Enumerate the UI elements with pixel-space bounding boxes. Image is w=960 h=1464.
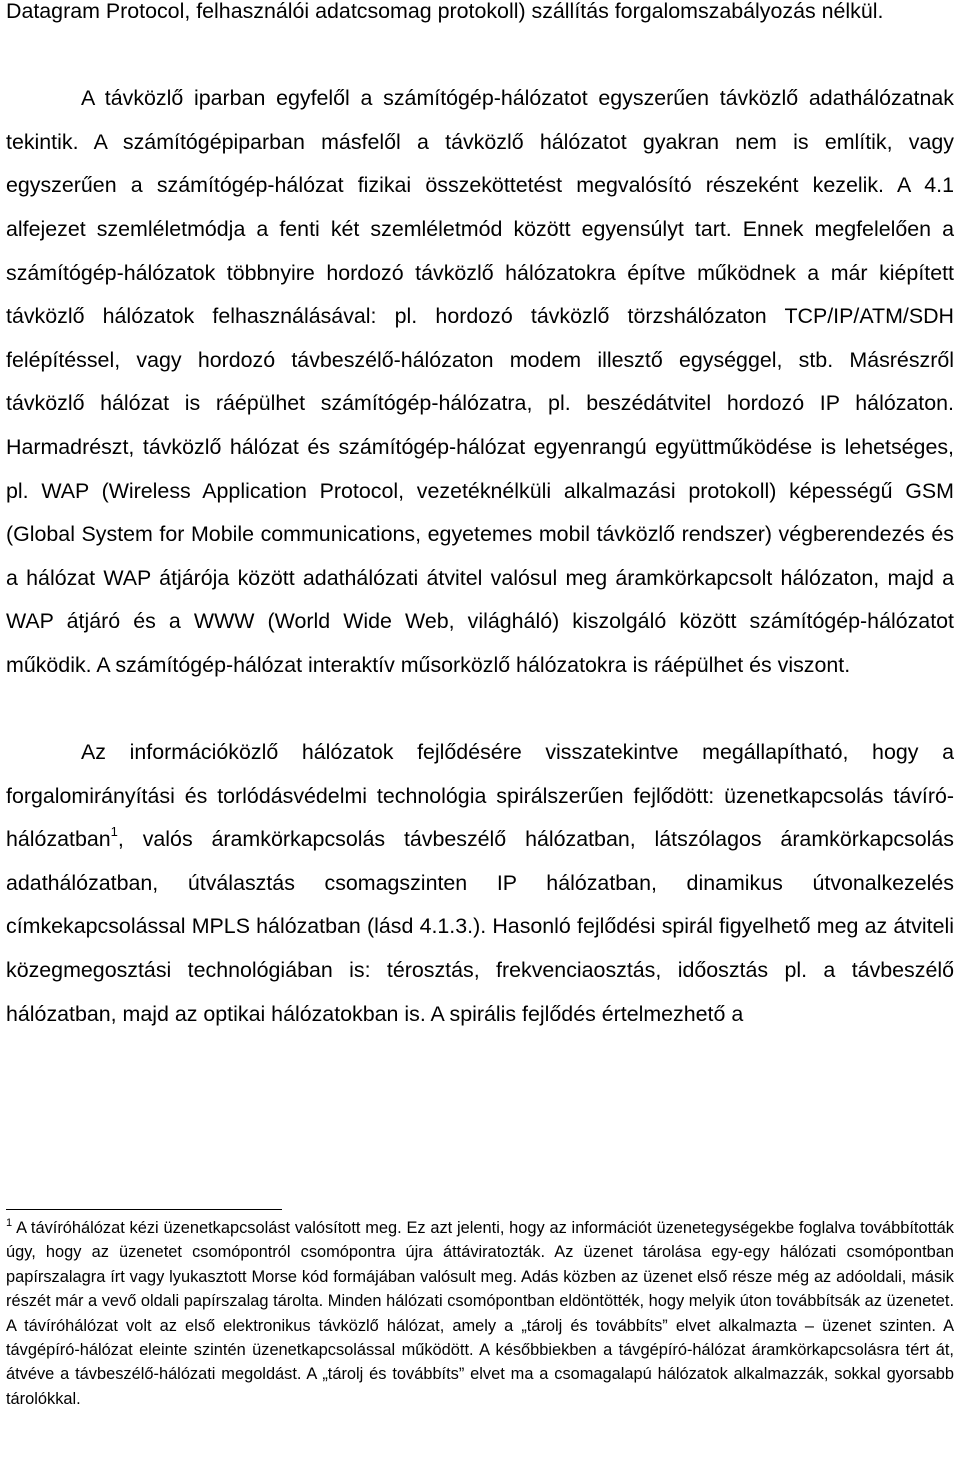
footnote-marker: 1 — [6, 1217, 13, 1229]
paragraph-telecom-vs-computer-networks: A távközlő iparban egyfelől a számítógép-hálózatot egyszerűen távközlő adathálózatnak tekintik. A számítógépiparban másfelől a távközlő hálózatot gyakran nem is említik, vagy egyszerűen a számítógép-hálózat fizikai összeköttetést megvalósító részeként kezelik. A 4.1 alfejezet szemléletmódja a fenti két szemléletmód között egyensúlyt tart. Ennek megfelelően a számítógép-hálózatok többnyire hordozó távközlő hálózatokra építve működnek a már kiépített távközlő hálózatok felhasználásával: pl. hordozó távközlő törzshálózaton TCP/IP/ATM/SDH felépítéssel, vagy hordozó távbeszélő-hálózaton modem illesztő egységgel, stb. Másrészről távközlő hálózat is ráépülhet számítógép-hálózatra, pl. beszédátvitel hordozó IP hálózaton. Harmadrészt, távközlő hálózat és számítógép-hálózat egyenrangú együttműködése is lehetséges, pl. WAP (Wireless Application Protocol, vezetéknélküli alkalmazási protokoll) képességű GSM (Global System for Mobile communications, egyetemes mobil távközlő rendszer) végberendezés és a hálózat WAP átjárója között adathálózati átvitel valósul meg áramkörkapcsolt hálózaton, majd a WAP átjáró és a WWW (World Wide Web, világháló) kiszolgáló között számítógép-hálózatot működik. A számítógép-hálózat interaktív műsorközlő hálózatokra is ráépülhet és viszont. — [6, 86, 954, 677]
footnote-text: A távíróhálózat kézi üzenetkapcsolást valósított meg. Ez azt jelenti, hogy az információt üzenetegységekbe foglalva továbbították úgy, hogy az üzenetet csomópontról csomópontra újra áttáviratozták. Az üzenet tárolása egy-egy hálózati csomópontban papírszalagra írt vagy lyukasztott Morse kód formájában valósult meg. Adás közben az üzenet első része még az adóoldali, másik részét már a vevő oldali papírszalag tárolta. Minden hálózati csomópontban eldöntötték, hogy melyik úton továbbítsák az üzenetet. A távíróhálózat volt az első elektronikus távközlő hálózat, amely a „tárolj és továbbíts” elvet alkalmazta – üzenet szinten. A távgépíró-hálózat eleinte szintén üzenetkapcsolással működött. A későbbiekben a távgépíró-hálózat áramkörkapcsolásra tért át, átvéve a távbeszélő-hálózati megoldást. A „tárolj és továbbíts” elvet ma a csomagalapú hálózatok alkalmazzák, sokkal gyorsabb tárolókkal. — [6, 1219, 954, 1408]
document-body — [6, 0, 954, 1036]
paragraph-text-before-reference: Az információközlő hálózatok fejlődésére visszatekintve megállapítható, hogy a forgalomirányítási és torlódásvédelmi technológia spirálszerűen fejlődött: üzenetkapcsolás távíró-hálózatban — [6, 740, 954, 852]
paragraph-text-after-reference: , valós áramkörkapcsolás távbeszélő hálózatban, látszólagos áramkörkapcsolás adathálózatban, útválasztás csomagszinten IP hálózatban, dinamikus útvonalkezelés címkekapcsolással MPLS hálózatban (lásd 4.1.3.). Hasonló fejlődési spirál figyelhető meg az átviteli közegmegosztási technológiában is: térosztás, frekvenciaosztás, időosztás pl. a távbeszélő hálózatban, majd az optikai hálózatokban is. A spirális fejlődés értelmezhető a — [6, 827, 954, 1026]
footnote — [6, 1216, 954, 1411]
paragraph-continuation: Datagram Protocol, felhasználói adatcsomag protokoll) szállítás forgalomszabályozás nélkül. — [6, 0, 884, 23]
document-page — [6, 0, 954, 1036]
footnote-reference: 1 — [110, 824, 118, 840]
footnote-separator — [6, 1209, 282, 1210]
paragraph-network-evolution — [6, 731, 954, 1036]
